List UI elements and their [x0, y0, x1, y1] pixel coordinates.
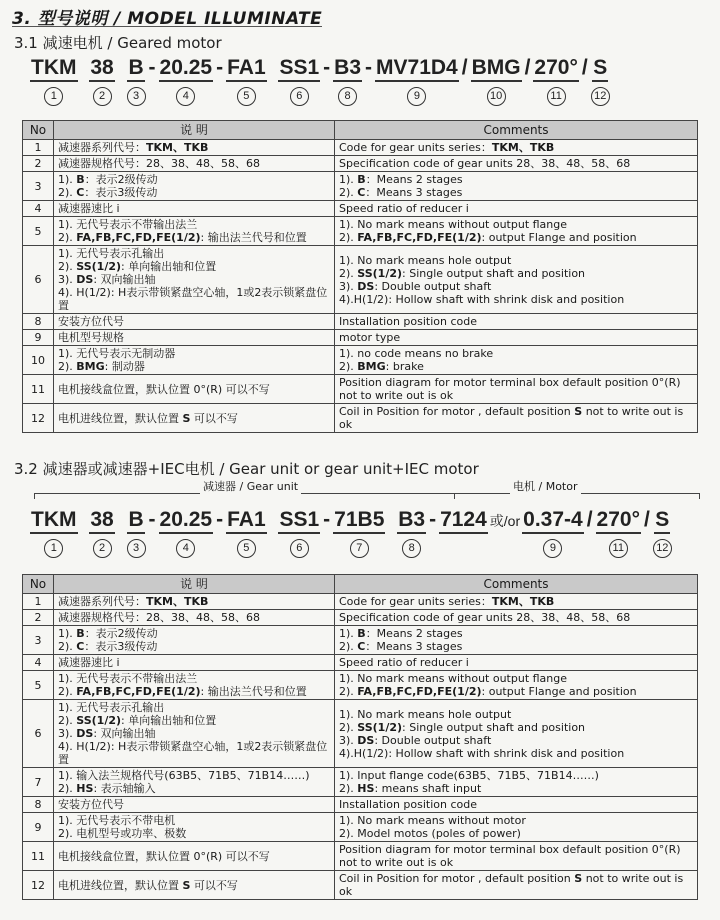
code-separator: -	[365, 56, 373, 79]
table-row	[23, 842, 698, 871]
row-description: 1). 输入法兰规格代号(63B5、71B5、71B14……) 2). HS: 表示轴输入	[54, 768, 335, 797]
code-number-badge: 3	[127, 539, 146, 558]
code-segment	[226, 56, 267, 106]
row-number: 1	[23, 594, 54, 610]
row-description: 减速器规格代号：28、38、48、58、68	[54, 610, 335, 626]
row-comment: Position diagram for motor terminal box default position 0°(R) not to write out is ok	[335, 842, 698, 871]
row-number: 3	[23, 626, 54, 655]
row-number: 12	[23, 404, 54, 433]
table-header-row	[23, 121, 698, 140]
table-row	[23, 246, 698, 314]
row-comment: 1). No mark means without output flange 2). FA,FB,FC,FD,FE(1/2): output Flange and position	[335, 671, 698, 700]
row-comment: Speed ratio of reducer i	[335, 201, 698, 217]
table-row	[23, 626, 698, 655]
row-description: 减速器系列代号：TKM、TKB	[54, 140, 335, 156]
row-description: 电机型号规格	[54, 330, 335, 346]
table-row	[23, 156, 698, 172]
row-comment: 1). No mark means without motor 2). Model motos (poles of power)	[335, 813, 698, 842]
table-row	[23, 768, 698, 797]
code-separator: -	[429, 508, 437, 531]
code-segment	[127, 508, 146, 558]
row-description: 1). 无代号表示不带输出法兰 2). FA,FB,FC,FD,FE(1/2): 输出法兰代号和位置	[54, 671, 335, 700]
header-comments: Comments	[335, 575, 698, 594]
row-comment: Coil in Position for motor , default position S not to write out is ok	[335, 871, 698, 900]
code-segment	[333, 508, 385, 558]
code-segment	[333, 56, 362, 106]
row-description: 安装方位代号	[54, 314, 335, 330]
row-comment: Installation position code	[335, 314, 698, 330]
code-segment	[653, 508, 672, 558]
code-number-badge: 5	[237, 87, 256, 106]
table-row	[23, 594, 698, 610]
code-number-badge: 11	[609, 539, 628, 558]
code-text: B	[127, 56, 144, 82]
table-row	[23, 404, 698, 433]
table-row	[23, 172, 698, 201]
row-description: 减速器规格代号：28、38、48、58、68	[54, 156, 335, 172]
table-row	[23, 346, 698, 375]
row-number: 9	[23, 330, 54, 346]
row-comment: Specification code of gear units 28、38、48、58、68	[335, 610, 698, 626]
row-description: 电机进线位置，默认位置 S 可以不写	[54, 404, 335, 433]
code-segment	[159, 56, 214, 106]
code-separator: 或/or	[489, 513, 521, 529]
code-segment	[522, 508, 584, 558]
row-description: 电机接线盒位置，默认位置 0°(R) 可以不写	[54, 842, 335, 871]
code-number-badge: 7	[350, 539, 369, 558]
title-rule	[12, 26, 322, 27]
row-number: 11	[23, 842, 54, 871]
section1-table	[22, 120, 698, 433]
row-description: 电机接线盒位置，默认位置 0°(R) 可以不写	[54, 375, 335, 404]
code-separator: /	[461, 56, 468, 79]
row-comment: Specification code of gear units 28、38、48、58、68	[335, 156, 698, 172]
row-description: 1). 无代号表示孔输出 2). SS(1/2): 单向输出轴和位置 3). DS: 双向输出轴 4). H(1/2): H表示带锁紧盘空心轴，1或2表示锁紧盘位置	[54, 700, 335, 768]
code-number-badge: 6	[290, 539, 309, 558]
code-separator: -	[323, 56, 331, 79]
row-description: 1). B：表示2级传动 2). C：表示3级传动	[54, 172, 335, 201]
table-row	[23, 671, 698, 700]
row-comment: 1). No mark means without output flange 2). FA,FB,FC,FD,FE(1/2): output Flange and position	[335, 217, 698, 246]
row-number: 5	[23, 217, 54, 246]
code-separator: /	[581, 56, 588, 79]
code-text: SS1	[278, 56, 320, 82]
header-comments: Comments	[335, 121, 698, 140]
code-segment	[159, 508, 214, 558]
table-row	[23, 871, 698, 900]
code-text: 71B5	[333, 508, 385, 534]
row-number: 11	[23, 375, 54, 404]
code-number-badge: 2	[93, 539, 112, 558]
row-comment: Code for gear units series：TKM、TKB	[335, 594, 698, 610]
row-comment: Installation position code	[335, 797, 698, 813]
row-number: 3	[23, 172, 54, 201]
table-row	[23, 201, 698, 217]
row-description: 1). 无代号表示孔输出 2). SS(1/2): 单向输出轴和位置 3). DS: 双向输出轴 4). H(1/2): H表示带锁紧盘空心轴，1或2表示锁紧盘位置	[54, 246, 335, 314]
code-segment	[278, 56, 320, 106]
code-number-badge: 2	[93, 87, 112, 106]
code-text: SS1	[278, 508, 320, 534]
row-number: 1	[23, 140, 54, 156]
code-segment	[30, 56, 78, 106]
code-segment	[397, 508, 426, 558]
code-text: FA1	[226, 508, 267, 534]
code-text: 270°	[596, 508, 641, 534]
table-row	[23, 610, 698, 626]
row-comment: Code for gear units series：TKM、TKB	[335, 140, 698, 156]
row-description: 减速器速比 i	[54, 201, 335, 217]
table-row	[23, 140, 698, 156]
code-text: S	[592, 56, 608, 82]
code-segment	[89, 508, 114, 558]
code-segment	[226, 508, 267, 558]
row-comment: Speed ratio of reducer i	[335, 655, 698, 671]
code-number-badge: 12	[653, 539, 672, 558]
code-number-badge: 10	[487, 87, 506, 106]
code-segment	[30, 508, 78, 558]
row-number: 4	[23, 655, 54, 671]
row-number: 7	[23, 768, 54, 797]
row-description: 安装方位代号	[54, 797, 335, 813]
code-segment	[375, 56, 459, 106]
code-text: 38	[89, 56, 114, 82]
code-separator: /	[643, 508, 650, 531]
code-number-badge: 8	[338, 87, 357, 106]
row-comment: 1). B：Means 2 stages 2). C：Means 3 stages	[335, 626, 698, 655]
code-number-badge: 1	[44, 87, 63, 106]
code-segment	[471, 56, 522, 106]
code-text: B3	[333, 56, 362, 82]
code-number-badge: 1	[44, 539, 63, 558]
code-number-badge: 3	[127, 87, 146, 106]
section1-model-code	[30, 56, 610, 102]
row-number: 5	[23, 671, 54, 700]
row-comment: 1). B：Means 2 stages 2). C：Means 3 stages	[335, 172, 698, 201]
row-description: 1). 无代号表示不带电机 2). 电机型号或功率、极数	[54, 813, 335, 842]
code-text: MV71D4	[375, 56, 459, 82]
code-number-badge: 9	[407, 87, 426, 106]
row-number: 10	[23, 346, 54, 375]
code-separator: -	[148, 508, 156, 531]
code-separator: /	[524, 56, 531, 79]
code-segment	[278, 508, 320, 558]
code-number-badge: 8	[402, 539, 421, 558]
row-comment: 1). No mark means hole output 2). SS(1/2): Single output shaft and position 3). DS: Double output shaft 4).H(1/2): Hollow shaft with shrink disk and position	[335, 700, 698, 768]
table-row	[23, 797, 698, 813]
code-text: 0.37-4	[522, 508, 584, 534]
table-row	[23, 655, 698, 671]
table-row	[23, 375, 698, 404]
row-description: 减速器系列代号：TKM、TKB	[54, 594, 335, 610]
table-header-row	[23, 575, 698, 594]
row-description: 电机进线位置，默认位置 S 可以不写	[54, 871, 335, 900]
row-comment: Coil in Position for motor , default position S not to write out is ok	[335, 404, 698, 433]
code-separator: -	[216, 56, 224, 79]
table-row	[23, 217, 698, 246]
row-number: 6	[23, 246, 54, 314]
code-text: 7124	[439, 508, 488, 534]
code-text: BMG	[471, 56, 522, 82]
table-row	[23, 330, 698, 346]
row-number: 6	[23, 700, 54, 768]
row-number: 2	[23, 610, 54, 626]
code-text: 270°	[533, 56, 578, 82]
code-segment	[533, 56, 578, 106]
code-number-badge: 4	[176, 539, 195, 558]
row-description: 减速器速比 i	[54, 655, 335, 671]
row-comment: 1). no code means no brake 2). BMG: brake	[335, 346, 698, 375]
title-number: 3.	[12, 9, 32, 29]
code-segment	[591, 56, 610, 106]
table-row	[23, 314, 698, 330]
row-description: 1). 无代号表示无制动器 2). BMG: 制动器	[54, 346, 335, 375]
code-number-badge: 9	[543, 539, 562, 558]
code-number-badge: 5	[237, 539, 256, 558]
code-number-badge: 4	[176, 87, 195, 106]
row-description: 1). 无代号表示不带输出法兰 2). FA,FB,FC,FD,FE(1/2): 输出法兰代号和位置	[54, 217, 335, 246]
code-separator: -	[148, 56, 156, 79]
code-text: S	[654, 508, 670, 534]
row-number: 8	[23, 797, 54, 813]
code-text: 20.25	[159, 508, 214, 534]
code-number-badge: 11	[547, 87, 566, 106]
header-no: No	[23, 575, 54, 594]
header-description: 说 明	[54, 575, 335, 594]
gear-motor-bracket	[34, 487, 700, 499]
table-row	[23, 700, 698, 768]
code-text: B3	[397, 508, 426, 534]
code-text: 38	[89, 508, 114, 534]
row-comment: Position diagram for motor terminal box default position 0°(R) not to write out is ok	[335, 375, 698, 404]
code-separator: -	[216, 508, 224, 531]
section1-heading: 3.1 减速电机 / Geared motor	[14, 34, 222, 52]
code-text: TKM	[30, 56, 78, 82]
section2-table	[22, 574, 698, 900]
row-number: 2	[23, 156, 54, 172]
row-number: 4	[23, 201, 54, 217]
row-comment: 1). No mark means hole output 2). SS(1/2): Single output shaft and position 3). DS: Double output shaft 4).H(1/2): Hollow shaft with shrink disk and position	[335, 246, 698, 314]
row-number: 9	[23, 813, 54, 842]
section2-model-code	[30, 508, 672, 554]
header-no: No	[23, 121, 54, 140]
row-comment: motor type	[335, 330, 698, 346]
code-text: FA1	[226, 56, 267, 82]
code-segment	[439, 508, 488, 534]
code-segment	[89, 56, 114, 106]
code-number-badge: 6	[290, 87, 309, 106]
row-description: 1). B：表示2级传动 2). C：表示3级传动	[54, 626, 335, 655]
gear-unit-label: 减速器 / Gear unit	[200, 478, 301, 494]
row-number: 8	[23, 314, 54, 330]
table-row	[23, 813, 698, 842]
code-separator: /	[586, 508, 593, 531]
title-text: 型号说明 / MODEL ILLUMINATE	[37, 9, 323, 29]
code-number-badge: 12	[591, 87, 610, 106]
motor-label: 电机 / Motor	[510, 478, 581, 494]
code-text: B	[127, 508, 144, 534]
section2-heading: 3.2 减速器或减速器+IEC电机 / Gear unit or gear unit+IEC motor	[14, 460, 479, 478]
code-segment	[596, 508, 641, 558]
code-text: 20.25	[159, 56, 214, 82]
header-description: 说 明	[54, 121, 335, 140]
code-text: TKM	[30, 508, 78, 534]
code-segment	[127, 56, 146, 106]
code-separator: -	[323, 508, 331, 531]
row-number: 12	[23, 871, 54, 900]
row-comment: 1). Input flange code(63B5、71B5、71B14……) 2). HS: means shaft input	[335, 768, 698, 797]
